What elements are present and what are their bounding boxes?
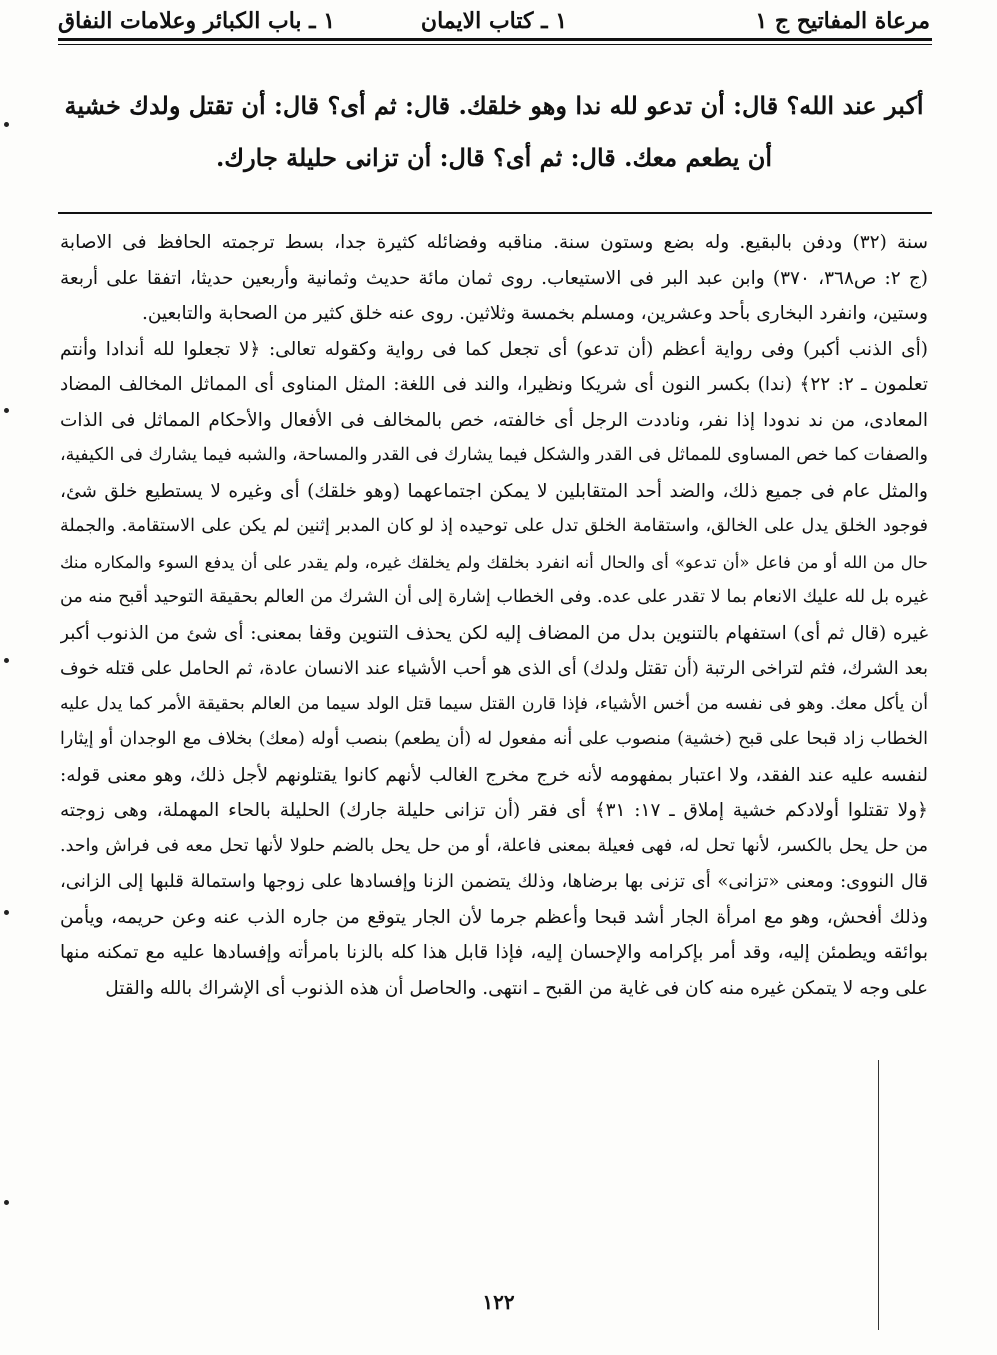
hadith-text [60,80,928,184]
header-book-title: مرعاة المفاتيح ج ١ [755,8,930,34]
section-separator [58,212,932,214]
scan-mark [4,658,9,663]
commentary-line: ﴿ولا تقتلوا أولادكم خشية إملاق ـ ١٧: ٣١﴾ أى فقر (أن تزانى حليلة جارك) الحليلة بالحاء المهملة، وهى زوجته [60,800,928,821]
commentary-line: غيره بل لله عليك الانعام بما لا تقدر على عده. وفى الخطاب إشارة إلى أن الشرك من العالم بحقيقة التوحيد أقبح منه من [60,587,928,607]
commentary-line: حال من الله أو من فاعل «أن تدعو» أى والحال أنه انفرد بخلقك ولم يخلقك غيره، ولم يقدر على أن يدفع السوء والمكاره منك [60,552,928,572]
commentary-line: فوجود الخلق يدل على الخالق، واستقامة الخلق تدل على توحيده إذ لو كان المدبر إثنين لم يكن على الاستقامة. والجملة [60,516,928,536]
scan-mark [4,408,9,413]
commentary-line: على وجه لا يتمكن غيره منه كان فى غاية من القبح ـ انتهى. والحاصل أن هذه الذنوب أى الإشراك بالله والقتل [105,977,928,999]
header-rule-thin [58,44,932,45]
commentary-line: وذلك أفحش، وهو مع امرأة الجار أشد قبحا وأعظم جرما لأن الجار يتوقع من جاره الذب عنه وعن حريمه، ويأمن [60,906,928,928]
commentary-line: سنة (٣٢) ودفن بالبقيع. وله بضع وستون سنة. مناقبه وفضائله كثيرة جدا، بسط ترجمته الحافظ فى الاصابة [60,232,928,253]
commentary-line: بعد الشرك، فثم لتراخى الرتبة (أن تقتل ولدك) أى الذى هو أحب الأشياء عند الانسان عادة، ثم الحامل على قتله خوف [60,658,928,679]
commentary-line: من حل يحل بالكسر، لأنها تحل له، فهى فعيلة بمعنى فاعلة، أو من حل يحل بالضم حلولا لأنها تحل معه فى فراش واحد. [60,835,928,856]
hadith-line: أكبر عند الله؟ قال: أن تدعو لله ندا وهو خلقك. قال: ثم أى؟ قال: أن تقتل ولدك خشية [64,91,924,120]
commentary-line: والمثل عام فى جميع ذلك، والضد أحد المتقابلين لا يمكن اجتماعهما (وهو خلقك) أى وغيره لا يستطيع خلق شئ، [60,480,928,502]
hadith-line: أن يطعم معك. قال: ثم أى؟ قال: أن تزانى حليلة جارك. [215,143,773,172]
commentary-line: وستين، وانفرد البخارى بأحد وعشرين، ومسلم بخمسة وثلاثين. روى عنه خلق كثير من الصحابة والتابعين. [141,303,928,324]
scan-mark [4,1200,9,1205]
page-number: ١٢٢ [482,1290,515,1314]
commentary-line: (أى الذنب أكبر) وفى رواية أعظم (أن تدعو) أى تجعل كما فى رواية وكقوله تعالى: ﴿لا تجعلوا لله أندادا وأنتم [60,338,928,360]
running-header [58,2,930,38]
commentary-line: لنفسه عليه عند الفقد، ولا اعتبار بمفهومه لأنه خرج مخرج الغالب لأنهم كانوا يقتلونهم لأجل ذلك، وهو معنى قوله: [60,764,928,786]
commentary-line: المعادى، من ند ندودا إذا نفر، وناددت الرجل أى خالفته، خص بالمخالف فى الأفعال والأحكام المماثل فى الذات [60,409,928,431]
commentary-line: غيره (قال ثم أى) استفهام بالتنوين بدل من المضاف إليه لكن يحذف التنوين وقفا بمعنى: أى شئ من الذنوب أكبر [60,622,928,644]
commentary-line: تعلمون ـ ٢: ٢٢﴾ (ندا) بكسر النون أى شريكا ونظيرا، والند فى اللغة: المثل المناوى أى المماثل المخالف المضاد [60,374,928,395]
scan-mark [4,122,9,127]
header-kitab: ١ ـ كتاب الايمان [420,8,568,34]
commentary-line: أن يأكل معك. وهو فى نفسه من أخس الأشياء، فإذا قارن القتل سيما قتل الولد سيما من العالم بحقيقة الأمر كما يدل عليه [60,693,928,714]
commentary-line: قال النووى: ومعنى «تزانى» أى تزنى بها برضاها، وذلك يتضمن الزنا وإفسادها على زوجها واستمالة قلبها إلى الزانى، [60,871,928,892]
commentary-line: بوائقه ويطمئن إليه، وقد أمر بإكرامه والإحسان إليه، فإذا قابل هذا كله بالزنا بامرأته وإفسادها عليه مع تمكنه منها [60,942,928,963]
header-rule-thick [58,38,932,41]
scan-mark [4,910,9,915]
commentary-text [60,225,928,1006]
commentary-line: والصفات كما خص المساوى للمماثل فى القدر والشكل فيما يشارك فى القدر والمساحة، والشبه فيما يشارك فى الكيفية، [60,445,928,465]
commentary-line: (ج ٢: ص٣٦٨، ٣٧٠) وابن عبد البر فى الاستيعاب. روى ثمان مائة حديث وثمانية وأربعين حديثا، اتفقا على أربعة [60,267,928,289]
commentary-line: الخطاب زاد قبحا على قبح (خشية) منصوب على أنه مفعول له (أن يطعم) بنصب أوله (معك) بخلاف مع الوجدان أو إيثارا [60,729,928,749]
header-bab: ١ ـ باب الكبائر وعلامات النفاق [58,8,336,34]
